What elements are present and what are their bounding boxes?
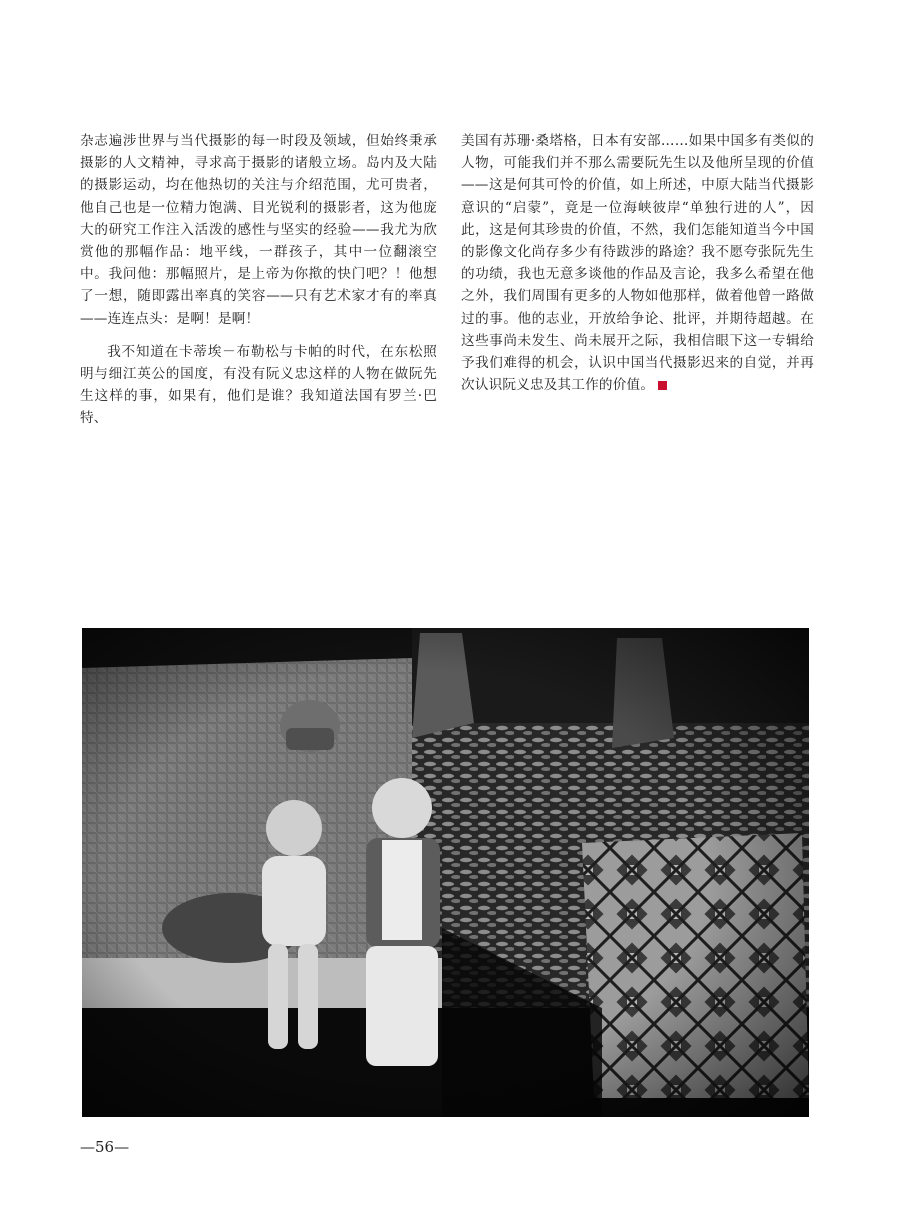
article-photograph [82, 628, 809, 1117]
paragraph: 杂志遍涉世界与当代摄影的每一时段及领域，但始终秉承摄影的人文精神，寻求高于摄影的诸般立场。岛内及大陆的摄影运动，均在他热切的关注与介绍范围，尤可贵者，他自己也是一位精力饱满、目光锐利的摄影者，这为他庞大的研究工作注入活泼的感性与坚实的经验——我尤为欣赏他的那幅作品：地平线，一群孩子，其中一位翻滚空中。我问他：那幅照片，是上帝为你揿的快门吧？！他想了一想，随即露出率真的笑容——只有艺术家才有的率真——连连点头：是啊！是啊！ [80, 133, 437, 327]
article-right-column [461, 130, 814, 396]
article-left-column [80, 130, 437, 430]
paragraph-text: 美国有苏珊·桑塔格，日本有安部……如果中国多有类似的人物，可能我们并不那么需要阮先生以及他所呈现的价值——这是何其可怜的价值，如上所述，中原大陆当代摄影意识的“启蒙”，竟是一位海峡彼岸“单独行进的人”，因此，这是何其珍贵的价值，不然，我们怎能知道当今中国的影像文化尚存多少有待跋涉的路途？我不愿夸张阮先生的功绩，我也无意多谈他的作品及言论，我多么希望在他之外，我们周围有更多的人物如他那样，做着他曾一路做过的事。他的志业，开放给争论、批评，并期待超越。在这些事尚未发生、尚未展开之际，我相信眼下这一专辑给予我们难得的机会，认识中国当代摄影迟来的自觉，并再次认识阮义忠及其工作的价值。 [461, 133, 814, 394]
paragraph [461, 130, 814, 396]
end-of-article-mark [658, 381, 667, 390]
paragraph: 我不知道在卡蒂埃－布勒松与卡帕的时代，在东松照明与细江英公的国度，有没有阮义忠这样的人物在做阮先生这样的事，如果有，他们是谁？我知道法国有罗兰·巴特、 [80, 343, 437, 427]
photo-illustration [82, 628, 809, 1117]
page-number: —56— [80, 1138, 130, 1156]
